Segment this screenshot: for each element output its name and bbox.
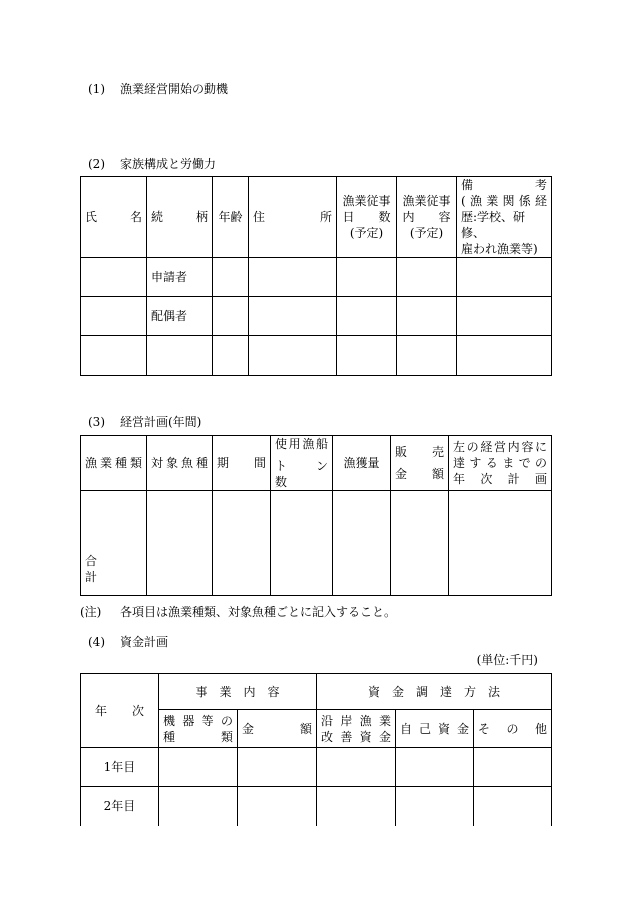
- section-1-title: 漁業経営開始の動機: [120, 82, 229, 96]
- row-relation-applicant: 申請者: [147, 258, 213, 297]
- remarks-line-4: 雇われ漁業等): [461, 242, 538, 256]
- row-relation-other: [147, 336, 213, 376]
- work-days-line-3: (予定): [349, 226, 384, 240]
- header-catch: 漁獲量: [333, 436, 391, 491]
- header-period: 期 間: [213, 436, 271, 491]
- header-vessel-tonnage: [271, 436, 341, 491]
- table-row: [81, 491, 552, 596]
- family-labor-table: [80, 176, 552, 376]
- table-row: [81, 297, 552, 336]
- section-2-number: (2): [88, 157, 105, 171]
- sales-line-2: 金 額: [395, 467, 444, 481]
- section-4-heading: [88, 633, 168, 650]
- section-3-number: (3): [88, 415, 105, 429]
- remarks-line-1: 備 考: [461, 178, 547, 192]
- header-funding-method: 資 金 調 達 方 法: [317, 674, 552, 710]
- plan-header-row: [81, 436, 552, 491]
- vessel-line-1: 使用漁船: [275, 437, 328, 451]
- header-year: 年 次: [81, 674, 159, 748]
- row-relation-spouse: 配偶者: [147, 297, 213, 336]
- section-1-number: (1): [88, 82, 105, 96]
- header-name: 氏 名: [81, 177, 147, 258]
- table-row: [81, 748, 552, 787]
- remarks-line-2: (漁業関係経: [461, 194, 547, 208]
- header-work-content: [397, 177, 457, 258]
- header-fishery-kind: 漁業種類: [81, 436, 147, 491]
- section-3-title: 経営計画(年間): [120, 415, 202, 429]
- note-text: 各項目は漁業種類、対象魚種ごとに記入すること。: [120, 605, 397, 619]
- header-annual-plan: [449, 436, 552, 491]
- sales-line-1: 販 売: [395, 445, 444, 459]
- coastal-line-2: 改善資金: [321, 729, 392, 744]
- vessel-line-2: ト ン 数: [275, 459, 341, 489]
- header-address: 住 所: [249, 177, 337, 258]
- table-row: [81, 787, 552, 826]
- section-3-heading: [88, 413, 201, 430]
- work-content-line-3: (予定): [409, 226, 444, 240]
- section-2-heading: [88, 155, 216, 172]
- work-content-line-2: 内 容: [402, 210, 451, 224]
- table-row: [81, 336, 552, 376]
- section-4-number: (4): [88, 635, 105, 649]
- header-coastal-fund: [317, 710, 396, 748]
- header-remarks: [457, 177, 552, 258]
- section-1-heading: [88, 80, 228, 97]
- section-2-title: 家族構成と労働力: [120, 157, 217, 171]
- row-year-1: 1年目: [81, 748, 159, 787]
- header-business-content: 事 業 内 容: [159, 674, 317, 710]
- header-amount: 金 額: [238, 710, 317, 748]
- work-content-line-1: 漁業従事: [402, 194, 451, 208]
- business-plan-table: [80, 435, 552, 596]
- header-target-species: 対象魚種: [147, 436, 213, 491]
- header-work-days: [337, 177, 397, 258]
- equipment-line-2: 種 類: [163, 729, 233, 744]
- table-note: [80, 603, 396, 620]
- header-sales: [391, 436, 449, 491]
- header-other-fund: そ の 他: [474, 710, 552, 748]
- header-own-fund: 自己資金: [396, 710, 474, 748]
- total-label: 合 計: [85, 554, 134, 584]
- family-header-row: [81, 177, 552, 258]
- section-4-title: 資金計画: [120, 635, 169, 649]
- header-age: 年齢: [213, 177, 249, 258]
- note-label: (注): [80, 605, 102, 619]
- remarks-line-3: 歴:学校、研修、: [461, 210, 526, 240]
- plan-line-3: 年 次 計 画: [453, 472, 547, 486]
- unit-label: (単位:千円): [476, 653, 538, 667]
- table-row: [81, 258, 552, 297]
- plan-line-1: 左の経営内容に: [453, 440, 547, 454]
- header-relation: 続 柄: [147, 177, 213, 258]
- fund-header-row-1: [81, 674, 552, 710]
- equipment-line-1: 機器等の: [163, 713, 233, 728]
- work-days-line-1: 漁業従事: [342, 194, 391, 208]
- fund-plan-table: [80, 673, 552, 826]
- coastal-line-1: 沿岸漁業: [321, 713, 392, 728]
- plan-line-2: 達するまでの: [453, 456, 547, 470]
- row-year-2: 2年目: [81, 787, 159, 826]
- header-equipment-type: [159, 710, 238, 748]
- work-days-line-2: 日 数: [342, 210, 391, 224]
